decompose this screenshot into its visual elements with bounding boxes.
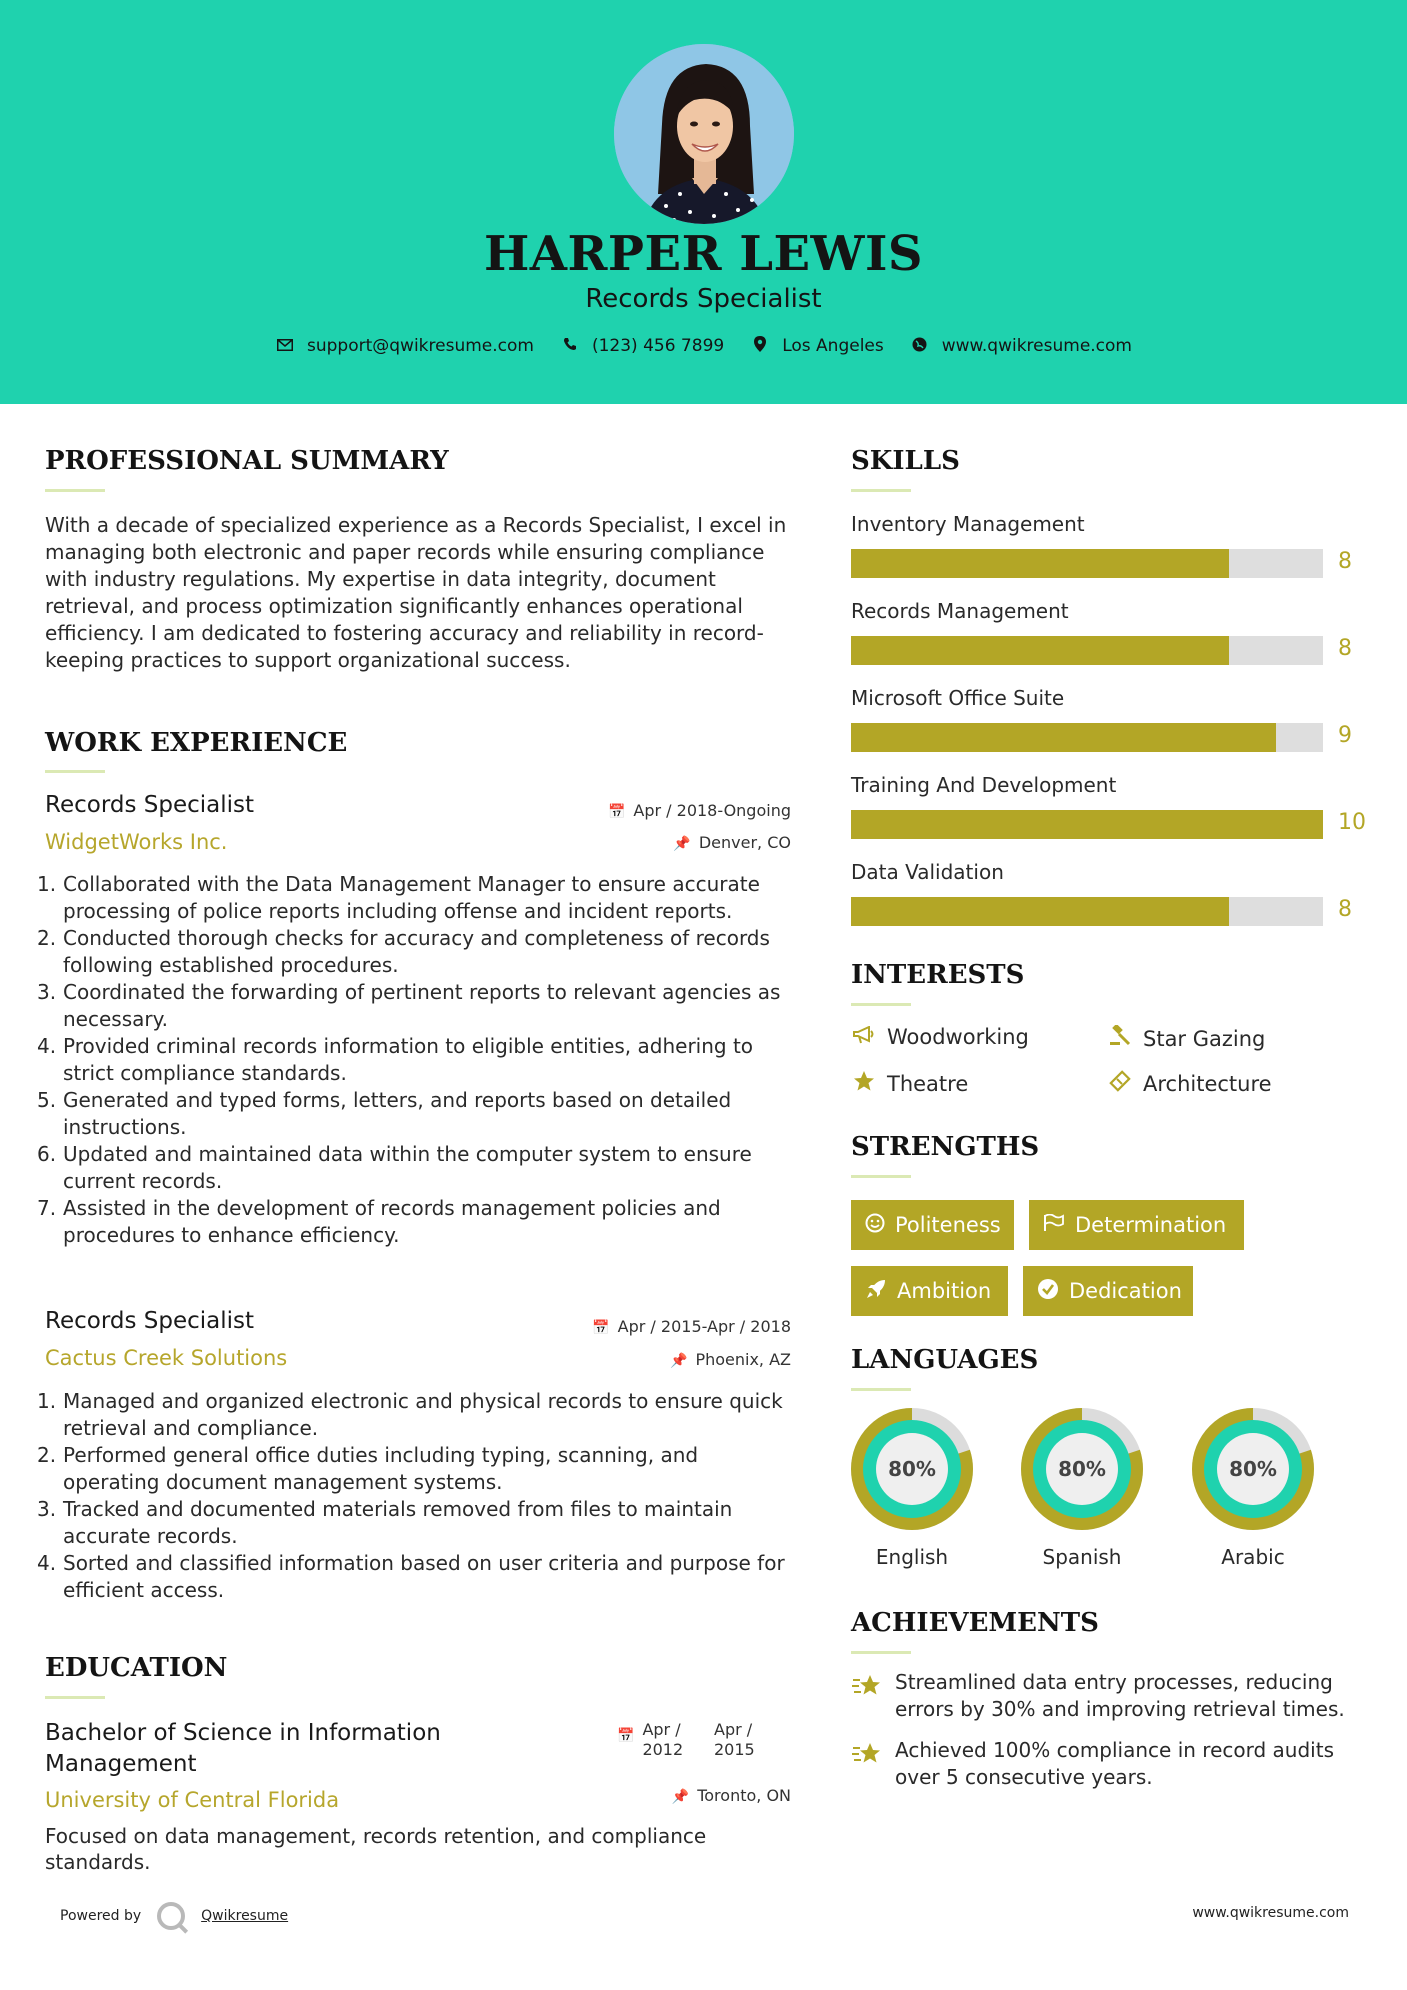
education-description: Focused on data management, records retention, and compliance standards. xyxy=(45,1824,707,1874)
education-date-start xyxy=(617,1720,687,1760)
edu-location-text: Toronto, ON xyxy=(697,1786,791,1805)
job-date-text: Apr / 2018-Ongoing xyxy=(633,801,791,820)
interest-item xyxy=(851,1025,1029,1049)
gavel-icon xyxy=(1107,1025,1133,1052)
list-item: 2. Performed general office duties including typing, scanning, and operating document management systems. xyxy=(37,1443,699,1494)
interest-item xyxy=(1107,1025,1265,1052)
skills-heading: SKILLS xyxy=(851,446,960,476)
pushpin-icon: 📌 xyxy=(673,836,691,852)
rocket-icon xyxy=(865,1278,887,1305)
achievement-item: Streamlined data entry processes, reducing errors by 30% and improving retrieval times. xyxy=(895,1670,1345,1721)
interest-label: Architecture xyxy=(1143,1071,1272,1096)
achievement-item: Achieved 100% compliance in record audits over 5 consecutive years. xyxy=(895,1738,1334,1789)
interest-label: Theatre xyxy=(887,1071,969,1096)
edu-start-text: Apr / 2012 xyxy=(642,1720,684,1759)
strength-badge xyxy=(851,1266,1008,1316)
skill-bar-track xyxy=(851,897,1323,926)
skill-name: Microsoft Office Suite xyxy=(851,686,1065,710)
contact-phone[interactable] xyxy=(560,336,724,356)
contact-location xyxy=(750,336,884,356)
smile-icon xyxy=(865,1213,885,1238)
megaphone-icon xyxy=(851,1025,877,1049)
list-item: 1. Collaborated with the Data Management Manager to ensure accurate processing of police reports including offense and incident reports. xyxy=(37,872,760,923)
skills-underline xyxy=(851,489,911,492)
job-title: Records Specialist xyxy=(45,792,255,818)
interests-heading: INTERESTS xyxy=(851,960,1025,990)
skill-name: Data Validation xyxy=(851,860,1004,884)
job-date-text: Apr / 2015-Apr / 2018 xyxy=(617,1317,791,1336)
skill-bar-fill xyxy=(851,636,1229,665)
job-date xyxy=(608,801,791,820)
location-text: Los Angeles xyxy=(782,336,884,356)
language-ring xyxy=(851,1408,973,1530)
skill-bar-fill xyxy=(851,549,1229,578)
list-item: 4. Provided criminal records information to eligible entities, adhering to strict compliance standards. xyxy=(37,1034,754,1085)
contact-website[interactable] xyxy=(910,336,1132,356)
contact-bar xyxy=(0,336,1407,356)
skill-value: 10 xyxy=(1338,810,1366,835)
portrait-image xyxy=(614,44,794,224)
school-name: University of Central Florida xyxy=(45,1788,340,1812)
calendar-icon: 📅 xyxy=(607,804,626,820)
globe-icon xyxy=(910,337,930,356)
strength-badge xyxy=(1029,1200,1244,1250)
candidate-role: Records Specialist xyxy=(585,284,822,314)
job-duties-list xyxy=(37,1388,795,1604)
footer-site-link[interactable]: www.qwikresume.com xyxy=(1192,1905,1349,1921)
trophy-star-icon xyxy=(851,1672,883,1709)
calendar-icon: 📅 xyxy=(592,1320,610,1336)
skill-name: Inventory Management xyxy=(851,512,1085,536)
strength-label: Ambition xyxy=(897,1279,992,1303)
language-percent: 80% xyxy=(888,1457,936,1481)
list-item: 3. Coordinated the forwarding of pertinent reports to relevant agencies as necessary. xyxy=(37,980,781,1031)
job-duties-list xyxy=(37,871,795,1249)
resume-header xyxy=(0,0,1407,404)
list-item: 3. Tracked and documented materials removed from files to maintain accurate records. xyxy=(37,1497,733,1548)
experience-heading: WORK EXPERIENCE xyxy=(45,728,348,758)
envelope-icon xyxy=(275,337,295,355)
skill-bar-fill xyxy=(851,723,1276,752)
degree-title: Bachelor of Science in Information Management xyxy=(45,1720,441,1777)
achievements-underline xyxy=(851,1651,911,1654)
map-pin-icon xyxy=(750,336,770,356)
job-title: Records Specialist xyxy=(45,1308,255,1334)
language-name: Arabic xyxy=(1221,1545,1285,1569)
job-company: WidgetWorks Inc. xyxy=(45,830,228,854)
language-percent: 80% xyxy=(1229,1457,1277,1481)
interest-item xyxy=(1107,1070,1272,1097)
phone-icon xyxy=(560,337,580,355)
email-text: support@qwikresume.com xyxy=(307,336,534,356)
education-location xyxy=(672,1786,791,1805)
skill-name: Training And Development xyxy=(851,773,1117,797)
phone-text: (123) 456 7899 xyxy=(591,336,725,356)
language-ring xyxy=(1192,1408,1314,1530)
list-item: 4. Sorted and classified information based on user criteria and purpose for efficient access. xyxy=(37,1551,785,1602)
interests-underline xyxy=(851,1003,911,1006)
powered-by-text: Powered by xyxy=(60,1908,142,1924)
list-item: 7. Assisted in the development of records management policies and procedures to enhance efficiency. xyxy=(37,1196,721,1247)
skill-bar-fill xyxy=(851,810,1323,839)
qwikresume-logo-icon xyxy=(157,1902,185,1930)
flag-icon xyxy=(1043,1214,1065,1237)
skill-bar-track xyxy=(851,810,1323,839)
languages-heading: LANGUAGES xyxy=(851,1345,1039,1375)
list-item: 5. Generated and typed forms, letters, and reports based on detailed instructions. xyxy=(37,1088,732,1139)
interest-label: Woodworking xyxy=(887,1025,1029,1049)
language-ring xyxy=(1021,1408,1143,1530)
skill-bar-track xyxy=(851,723,1323,752)
strength-badge xyxy=(1023,1266,1193,1316)
profile-photo xyxy=(614,44,794,224)
skill-value: 9 xyxy=(1338,723,1352,748)
job-location-text: Denver, CO xyxy=(698,833,791,852)
strengths-underline xyxy=(851,1175,911,1178)
job-location xyxy=(670,1350,791,1369)
candidate-name: HARPER LEWIS xyxy=(483,226,924,282)
list-item: 1. Managed and organized electronic and physical records to ensure quick retrieval and compliance. xyxy=(37,1389,783,1440)
education-date-end: Apr / 2015 xyxy=(714,1720,755,1759)
check-circle-icon xyxy=(1037,1278,1059,1305)
website-text: www.qwikresume.com xyxy=(941,336,1132,356)
job-location xyxy=(673,833,791,852)
pushpin-icon: 📌 xyxy=(671,1789,690,1805)
skill-value: 8 xyxy=(1338,897,1352,922)
skill-value: 8 xyxy=(1338,549,1352,574)
list-item: 6. Updated and maintained data within the computer system to ensure current records. xyxy=(37,1142,752,1193)
footer-powered-by xyxy=(60,1902,288,1930)
contact-email[interactable] xyxy=(275,336,534,356)
experience-underline xyxy=(45,770,105,773)
education-heading: EDUCATION xyxy=(45,1653,228,1683)
strengths-heading: STRENGTHS xyxy=(851,1132,1040,1162)
skill-value: 8 xyxy=(1338,636,1352,661)
star-icon xyxy=(851,1070,877,1097)
education-underline xyxy=(45,1696,105,1699)
job-date xyxy=(592,1317,791,1336)
job-location-text: Phoenix, AZ xyxy=(695,1350,791,1369)
skill-bar-track xyxy=(851,636,1323,665)
strength-label: Politeness xyxy=(895,1213,1001,1237)
trophy-star-icon xyxy=(851,1740,883,1777)
qwikresume-link[interactable]: Qwikresume xyxy=(201,1908,289,1924)
skill-name: Records Management xyxy=(851,599,1069,623)
skill-bar-track xyxy=(851,549,1323,578)
list-item: 2. Conducted thorough checks for accuracy and completeness of records following established procedures. xyxy=(37,926,770,977)
strength-label: Determination xyxy=(1075,1213,1227,1237)
job-company: Cactus Creek Solutions xyxy=(45,1346,288,1370)
ticket-icon xyxy=(1107,1070,1133,1097)
summary-text: With a decade of specialized experience as a Records Specialist, I excel in managing both electronic and paper records while ensuring compliance with industry regulations. My expertise in data integrity, document retrieval, and process optimization significantly enhances operational efficiency. I am dedicated to fostering accuracy and reliability in record-keeping practices to support organizational success. xyxy=(45,513,787,672)
language-name: Spanish xyxy=(1042,1545,1122,1569)
achievements-heading: ACHIEVEMENTS xyxy=(851,1608,1099,1638)
calendar-icon: 📅 xyxy=(617,1728,635,1744)
summary-underline xyxy=(45,489,105,492)
skill-bar-fill xyxy=(851,897,1229,926)
language-name: English xyxy=(875,1545,949,1569)
strength-badge xyxy=(851,1200,1014,1250)
interest-item xyxy=(851,1070,968,1097)
interest-label: Star Gazing xyxy=(1143,1026,1266,1051)
summary-heading: PROFESSIONAL SUMMARY xyxy=(45,446,449,476)
language-percent: 80% xyxy=(1058,1457,1106,1481)
strength-label: Dedication xyxy=(1069,1279,1182,1303)
languages-underline xyxy=(851,1388,911,1391)
pushpin-icon: 📌 xyxy=(670,1353,688,1369)
